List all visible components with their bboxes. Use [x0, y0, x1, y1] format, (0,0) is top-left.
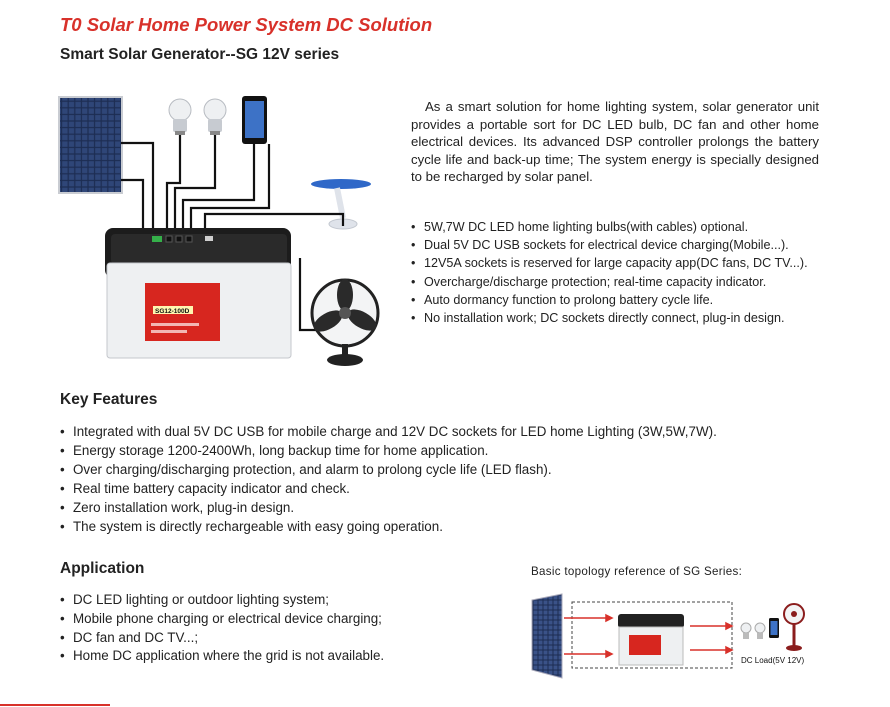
list-item: • 12V5A sockets is reserved for large capacity app(DC fans, DC TV...). [411, 254, 851, 272]
solar-panel-icon [532, 594, 562, 678]
key-features-heading: Key Features [60, 391, 158, 408]
topology-load-label: DC Load(5V 12V) [741, 656, 805, 665]
mobile-phone-icon [769, 618, 779, 638]
list-item: • Mobile phone charging or electrical device charging; [60, 610, 510, 629]
led-bulb-icon [169, 99, 191, 135]
fan-icon [784, 604, 804, 651]
list-item: • The system is directly rechargeable with easy going operation. [60, 517, 820, 536]
list-item: • 5W,7W DC LED home lighting bulbs(with cables) optional. [411, 218, 851, 236]
topology-caption: Basic topology reference of SG Series: [531, 565, 743, 578]
footer-accent-rule [0, 704, 110, 706]
application-list [60, 591, 510, 666]
list-item: • No installation work; DC sockets directly connect, plug-in design. [411, 309, 851, 327]
application-heading: Application [60, 560, 145, 577]
led-bulb-icon [204, 99, 226, 135]
feature-summary-list [411, 218, 851, 327]
list-item: • DC LED lighting or outdoor lighting system; [60, 591, 510, 610]
list-item: • DC fan and DC TV...; [60, 629, 510, 648]
key-features-list [60, 422, 820, 536]
list-item: • Home DC application where the grid is not available. [60, 647, 510, 666]
mobile-phone-icon [242, 96, 267, 144]
list-item: • Integrated with dual 5V DC USB for mobile charge and 12V DC sockets for LED home Lighting (3W,5W,7W). [60, 422, 820, 441]
list-item: • Energy storage 1200-2400Wh, long backup time for home application. [60, 441, 820, 460]
list-item: • Overcharge/discharge protection; real-time capacity indicator. [411, 273, 851, 291]
list-item: • Auto dormancy function to prolong battery cycle life. [411, 291, 851, 309]
battery-unit-icon [105, 228, 291, 358]
solar-panel-icon [58, 96, 123, 194]
list-item: • Zero installation work, plug-in design. [60, 498, 820, 517]
list-item: • Real time battery capacity indicator and check. [60, 479, 820, 498]
battery-unit-icon [618, 614, 684, 665]
desk-lamp-icon [311, 179, 371, 229]
page-title: T0 Solar Home Power System DC Solution [60, 14, 433, 35]
led-bulb-icon [741, 623, 765, 639]
page-subtitle: Smart Solar Generator--SG 12V series [60, 46, 340, 63]
list-item: • Over charging/discharging protection, and alarm to prolong cycle life (LED flash). [60, 460, 820, 479]
fan-icon [310, 279, 380, 366]
battery-model-label: SG12-100D [155, 308, 190, 315]
intro-paragraph: As a smart solution for home lighting system, solar generator unit provides a portable sort for DC LED bulb, DC fan and other home electrical devices. Its advanced DSP controller prolongs the battery cycle life and back-up time; The system energy is specially designed to be recharged by solar panel. [411, 99, 819, 184]
hero-illustration [55, 88, 400, 373]
topology-diagram [528, 590, 813, 682]
list-item: • Dual 5V DC USB sockets for electrical device charging(Mobile...). [411, 236, 851, 254]
